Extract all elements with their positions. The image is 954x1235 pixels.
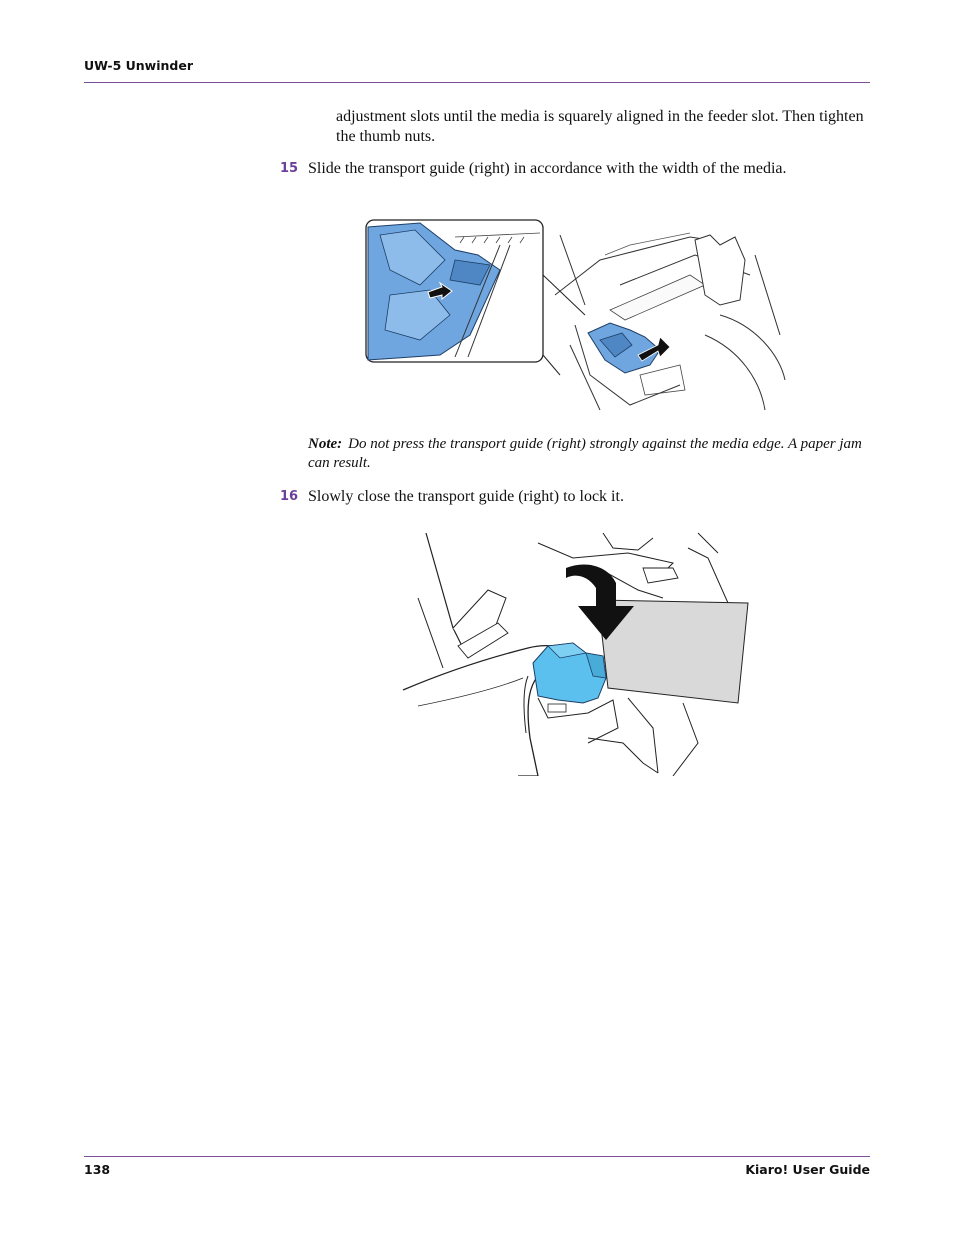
- guide-title: Kiaro! User Guide: [745, 1162, 870, 1177]
- transport-guide-close-illustration: [398, 528, 752, 776]
- note-block: [308, 435, 870, 473]
- step-16-text: Slowly close the transport guide (right) to lock it.: [308, 488, 624, 505]
- continued-paragraph: adjustment slots until the media is squarely aligned in the feeder slot. Then tighten the thumb nuts.: [336, 108, 864, 145]
- page-number: 138: [84, 1162, 111, 1177]
- header-rule: [84, 82, 870, 83]
- step-16-number: 16: [280, 489, 299, 504]
- footer-rule: [84, 1156, 870, 1157]
- note-text: Do not press the transport guide (right) strongly against the media edge. A paper jam can result.: [308, 436, 862, 471]
- note-label: Note:: [308, 436, 343, 452]
- step-15-number: 15: [280, 161, 299, 176]
- step-15-text: Slide the transport guide (right) in accordance with the width of the media.: [308, 160, 787, 177]
- running-header: UW-5 Unwinder: [84, 58, 193, 73]
- transport-guide-slide-illustration: [360, 215, 790, 415]
